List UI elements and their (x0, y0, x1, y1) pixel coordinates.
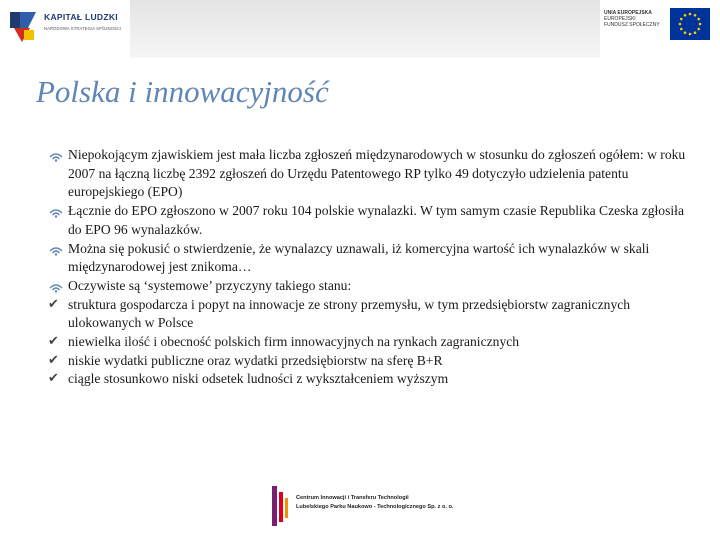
list-item (48, 296, 688, 333)
list-item-text: Oczywiste są ‘systemowe’ przyczyny takiego stanu: (68, 277, 352, 293)
kapital-ludzki-logo (4, 4, 128, 50)
slide-header (0, 0, 720, 58)
list-item (48, 333, 688, 352)
list-item (48, 240, 688, 277)
citt-text (296, 494, 453, 512)
citt-line-2: Lubelskiego Parku Naukowo - Technologicznego Sp. z o. o. (296, 504, 454, 510)
bullet-icon (48, 277, 64, 295)
eu-efs-text (604, 10, 664, 28)
bullet-icon (48, 202, 64, 220)
bullet-icon (48, 146, 64, 164)
list-item (48, 146, 688, 202)
kapital-ludzki-title: KAPITAŁ LUDZKI (44, 12, 118, 22)
list-item (48, 277, 688, 296)
eu-line-2: EUROPEJSKI (604, 16, 636, 22)
slide-title: Polska i innowacyjność (36, 74, 329, 109)
list-item-text: struktura gospodarcza i popyt na innowacje ze strony przemysłu, w tym przedsiębiorstw zagranicznych ulokowanych w Polsce (68, 296, 631, 331)
eu-efs-logo (604, 6, 714, 48)
list-item-text: Łącznie do EPO zgłoszono w 2007 roku 104 polskie wynalazki. W tym samym czasie Republika Czeska zgłosiła do EPO 96 wynalazków. (68, 203, 684, 237)
checkmark-icon: ✔ (48, 371, 59, 387)
slide-content (48, 146, 688, 389)
bullet-icon (48, 240, 64, 258)
kapital-ludzki-subtitle: NARODOWA STRATEGIA SPÓJNOŚCI (44, 26, 122, 31)
list-item-text: Można się pokusić o stwierdzenie, że wynalazcy uznawali, iż komercyjna wartość ich wynalazków w skali międzynarodowej jest znikoma… (68, 240, 650, 275)
eu-line-1: UNIA EUROPEJSKA (604, 10, 652, 16)
list-item (48, 352, 688, 371)
eu-line-3: FUNDUSZ SPOŁECZNY (604, 22, 660, 28)
list-item-text: ciągle stosunkowo niski odsetek ludności z wykształceniem wyższym (68, 371, 449, 387)
header-gradient (130, 0, 600, 58)
kapital-ludzki-mark-icon (8, 8, 38, 44)
list-item (48, 202, 688, 239)
list-item-text: niskie wydatki publiczne oraz wydatki przedsiębiorstw na sferę B+R (68, 352, 443, 368)
checkmark-icon: ✔ (48, 296, 59, 312)
checkmark-icon: ✔ (48, 352, 59, 368)
citt-lpnt-logo (270, 484, 460, 528)
citt-mark-icon (270, 484, 290, 528)
list-item-text: niewielka ilość i obecność polskich firm innowacyjnych na rynkach zagranicznych (68, 334, 520, 350)
citt-line-1: Centrum Innowacji i Transferu Technologii (296, 495, 409, 501)
list-item (48, 370, 688, 389)
list-item-text: Niepokojącym zjawiskiem jest mała liczba zgłoszeń międzynarodowych w stosunku do zgłoszeń ogółem: w roku 2007 na łączną liczbę 2392 zgłoszeń do Urzędu Patentowego RP tylko 49 dotyczyło udzielenia patentu europejskiego (EPO) (68, 147, 686, 200)
checkmark-icon: ✔ (48, 334, 59, 350)
eu-flag-icon (670, 8, 710, 40)
